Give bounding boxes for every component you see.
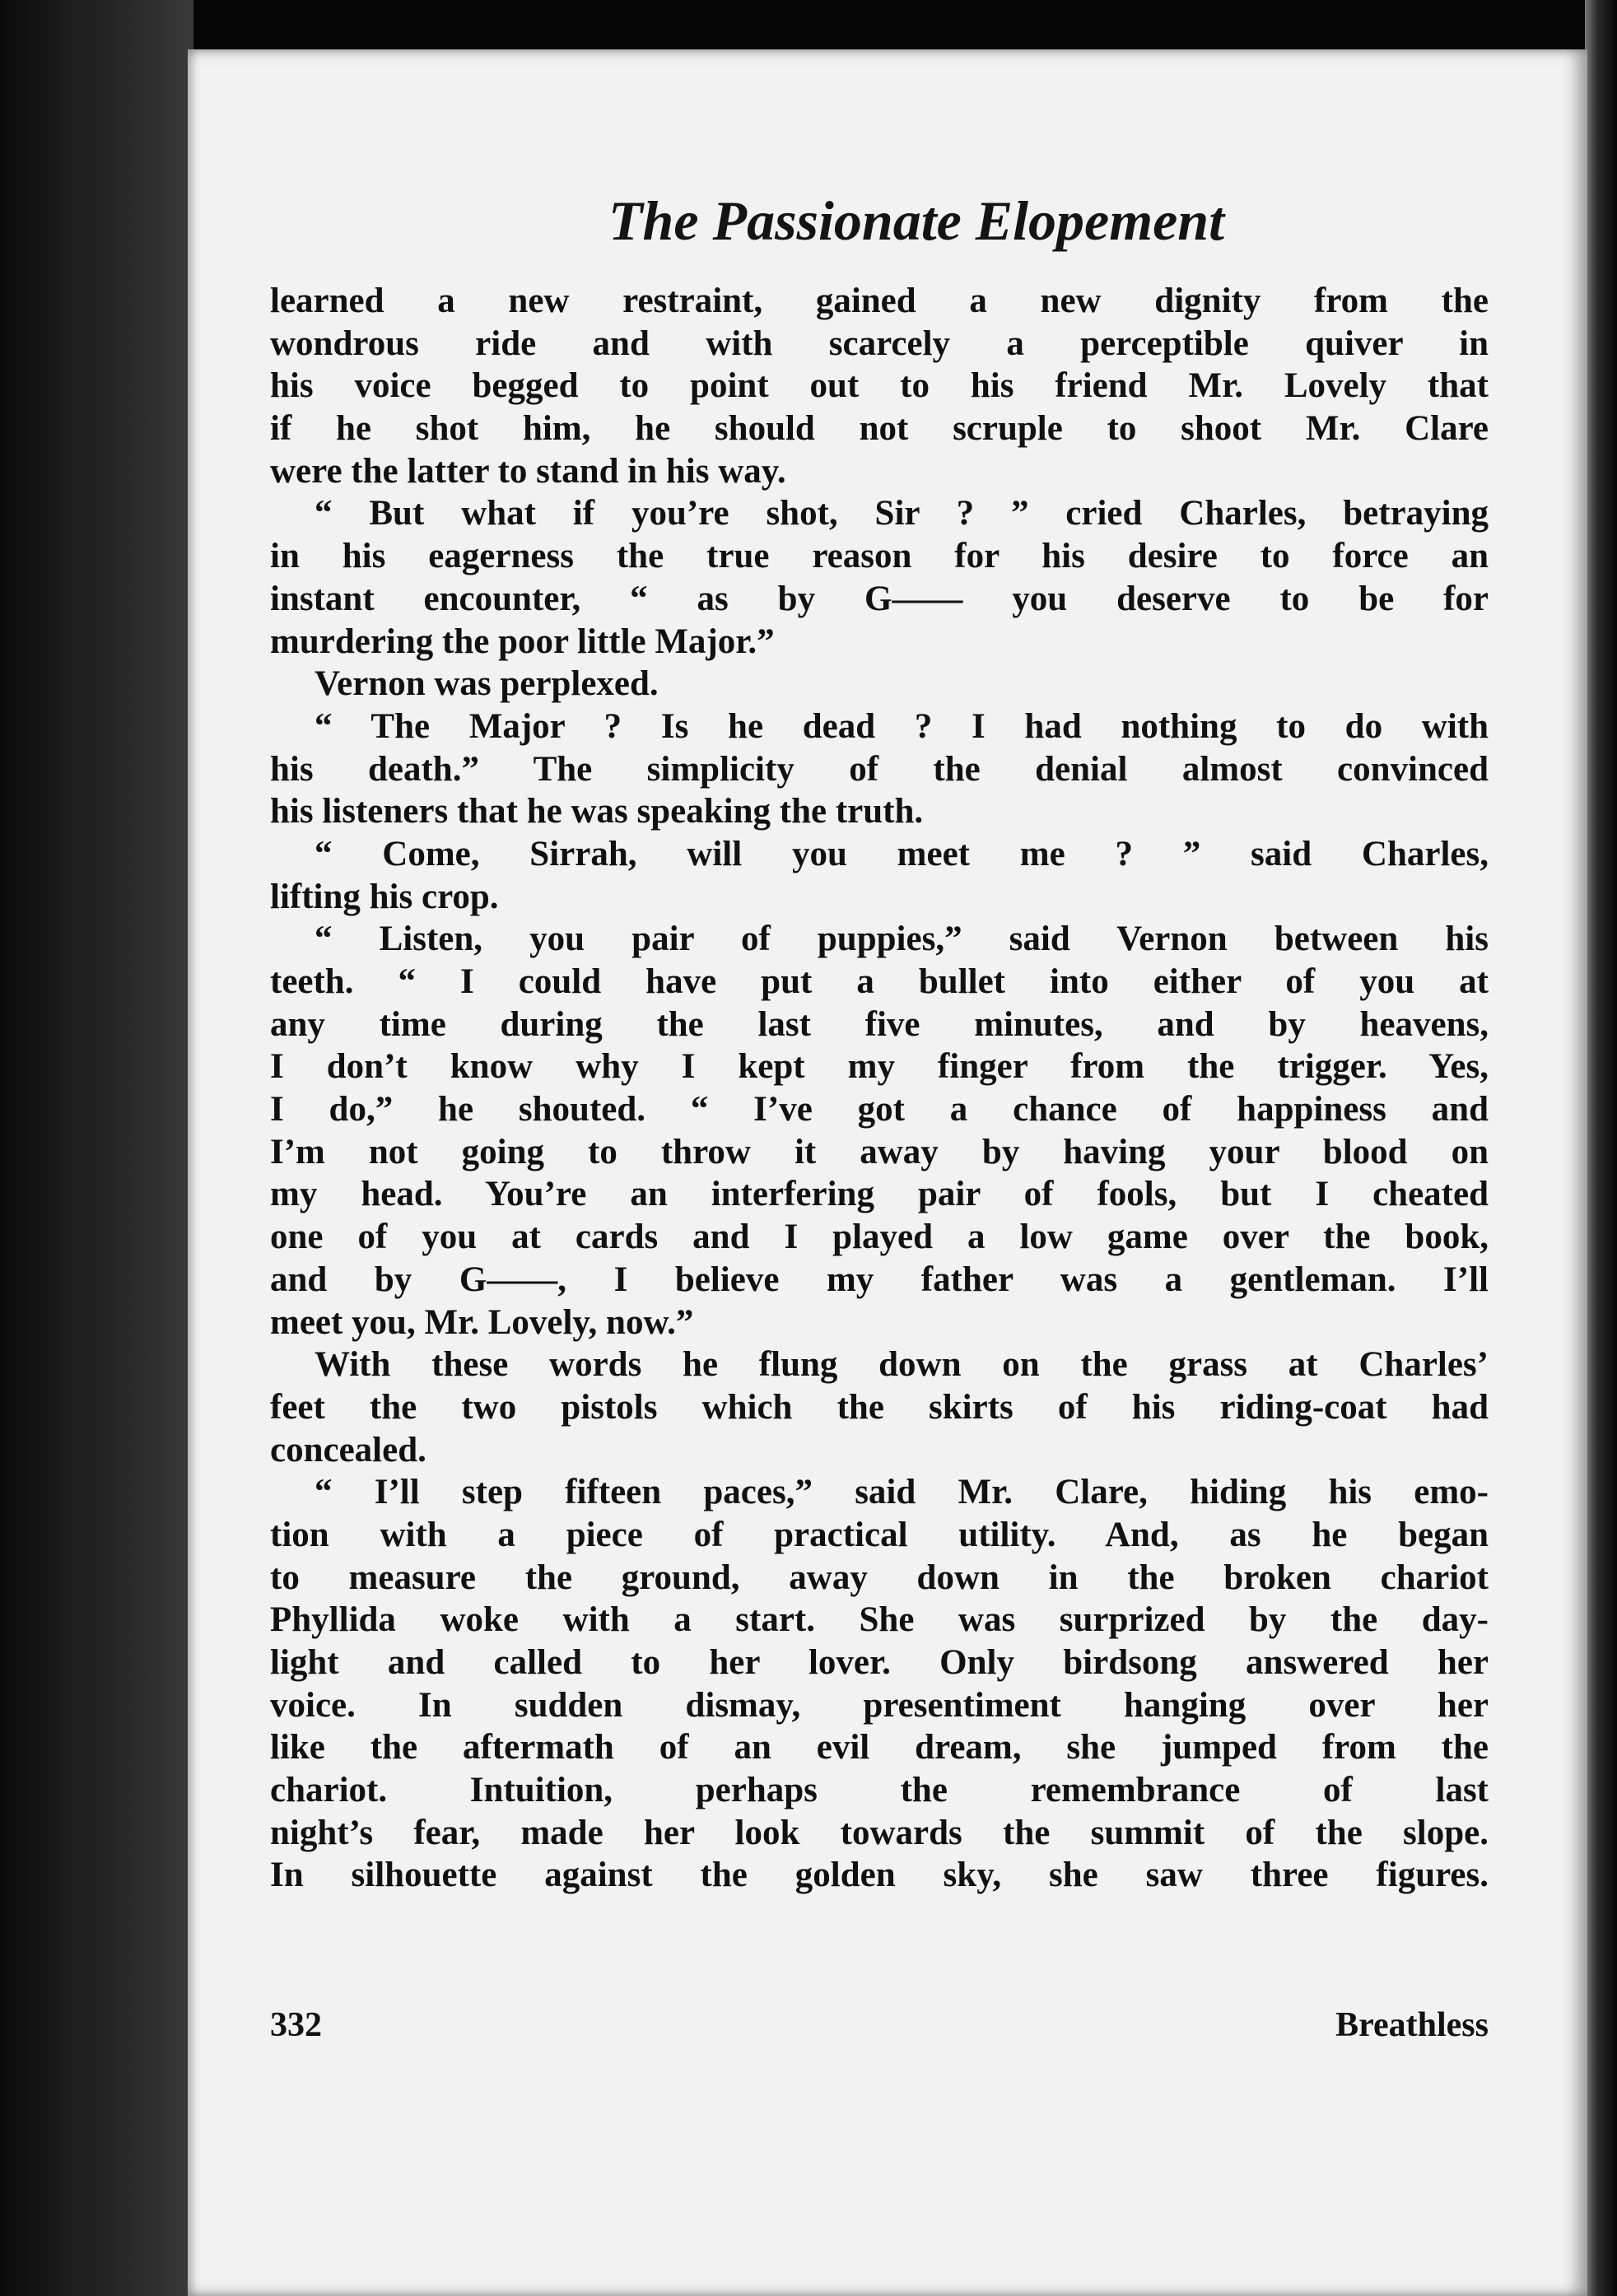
text-line: “ Come, Sirrah, will you meet me ? ” said Charles,: [315, 834, 1489, 873]
text-line: light and called to her lover. Only birdsong answered her: [270, 1643, 1489, 1682]
text-line: his death.” The simplicity of the denial almost convinced: [270, 749, 1489, 789]
running-head: The Passionate Elopement: [608, 189, 1224, 252]
text-line: if he shot him, he should not scruple to shoot Mr. Clare: [270, 409, 1489, 449]
page-number: 332: [270, 2006, 322, 2044]
text-line: learned a new restraint, gained a new dignity from the: [270, 282, 1489, 320]
text-line: “ Listen, you pair of puppies,” said Vernon between his: [315, 920, 1489, 959]
text-line: night’s fear, made her look towards the summit of the slope.: [270, 1813, 1489, 1852]
text-line: chariot. Intuition, perhaps the remembrance of last: [270, 1771, 1489, 1810]
text-line: meet you, Mr. Lovely, now.”: [270, 1302, 694, 1342]
text-line: “ The Major ? Is he dead ? I had nothing to do with: [315, 706, 1489, 746]
text-line: teeth. “ I could have put a bullet into either of you at: [270, 962, 1489, 1001]
body-text: [270, 280, 1489, 1897]
text-line: “ I’ll step fifteen paces,” said Mr. Clare, hiding his emo-: [315, 1473, 1489, 1512]
text-line: his listeners that he was speaking the truth.: [270, 792, 924, 831]
text-line: voice. In sudden dismay, presentiment hanging over her: [270, 1685, 1489, 1725]
text-line: Phyllida woke with a start. She was surprized by the day-: [270, 1600, 1489, 1640]
text-line: lifting his crop.: [270, 877, 499, 916]
text-line: murdering the poor little Major.”: [270, 622, 775, 661]
text-line: his voice begged to point out to his friend Mr. Lovely that: [270, 366, 1489, 406]
text-line: any time during the last five minutes, and by heavens,: [270, 1004, 1489, 1044]
text-line: I don’t know why I kept my finger from the trigger. Yes,: [270, 1047, 1489, 1087]
text-line: were the latter to stand in his way.: [270, 451, 786, 491]
text-line: tion with a piece of practical utility. And, as he began: [270, 1515, 1489, 1554]
text-line: I’m not going to throw it away by having your blood on: [270, 1132, 1489, 1171]
scan-left-border: [0, 0, 193, 2296]
text-line: feet the two pistols which the skirts of his riding-coat had: [270, 1387, 1489, 1427]
text-line: like the aftermath of an evil dream, she jumped from the: [270, 1728, 1489, 1767]
text-line: wondrous ride and with scarcely a perceptible quiver in: [270, 324, 1489, 363]
text-line: my head. You’re an interfering pair of fools, but I cheated: [270, 1175, 1489, 1214]
text-line: concealed.: [270, 1430, 426, 1469]
text-line: Vernon was perplexed.: [315, 664, 659, 704]
text-line: one of you at cards and I played a low game over the book,: [270, 1218, 1489, 1257]
text-line: In silhouette against the golden sky, she saw three figures.: [270, 1856, 1489, 1895]
text-line: instant encounter, “ as by G—— you deserve to be for: [270, 579, 1489, 618]
text-line: “ But what if you’re shot, Sir ? ” cried Charles, betraying: [315, 494, 1489, 533]
text-line: to measure the ground, away down in the broken chariot: [270, 1558, 1489, 1597]
catchword: Breathless: [1335, 2006, 1489, 2044]
text-line: With these words he flung down on the grass at Charles’: [315, 1345, 1489, 1385]
text-line: I do,” he shouted. “ I’ve got a chance of happiness and: [270, 1090, 1489, 1129]
text-line: and by G——, I believe my father was a gentleman. I’ll: [270, 1260, 1489, 1299]
scan-right-border: [1585, 0, 1617, 2296]
text-line: in his eagerness the true reason for his desire to force an: [270, 537, 1489, 576]
